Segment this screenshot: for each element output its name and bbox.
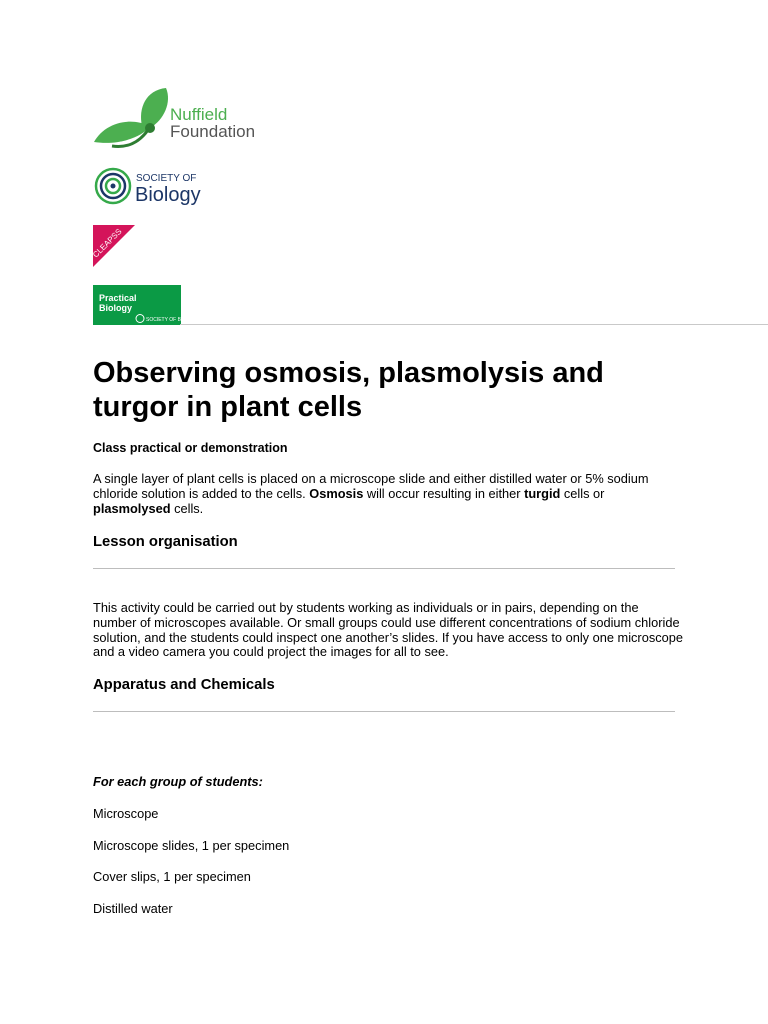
practical-biology-footer	[135, 313, 194, 324]
practical-biology-logo	[93, 285, 194, 325]
society-of-biology-logo	[93, 166, 213, 208]
term-plasmolysed: plasmolysed	[93, 500, 171, 516]
nuffield-logo-line1: Nuffield	[170, 105, 228, 124]
apparatus-item: Microscope slides, 1 per specimen	[93, 838, 290, 853]
intro-text-1: A single layer of plant cells is placed on a microscope slide and either distilled water or 5% sodium chloride solution is added to the cells.	[93, 471, 649, 501]
lesson-divider	[93, 568, 675, 569]
practical-biology-title: Practical Biology	[99, 293, 137, 313]
practical-biology-footer-text: SOCIETY OF Biology	[146, 317, 194, 323]
nuffield-foundation-logo	[92, 86, 272, 148]
page-title: Observing osmosis, plasmolysis and turgor in plant cells	[93, 357, 604, 423]
header-divider	[180, 324, 768, 325]
intro-paragraph	[93, 472, 683, 516]
apparatus-item: Microscope	[93, 806, 159, 821]
cleapss-logo-text: CLEAPSS	[91, 226, 124, 260]
apparatus-divider	[93, 711, 675, 712]
nuffield-logo-line2: Foundation	[170, 122, 256, 141]
intro-text-4: cells.	[170, 500, 204, 516]
term-turgid: turgid	[524, 485, 561, 501]
intro-text-2: will occur resulting in either	[363, 485, 525, 501]
apparatus-item: Distilled water	[93, 901, 173, 916]
practical-type: Class practical or demonstration	[93, 441, 288, 455]
sob-logo-line1: SOCIETY OF	[136, 173, 197, 184]
sob-logo-line2: Biology	[135, 184, 201, 206]
intro-text-3: cells or	[560, 485, 605, 501]
cleapss-logo	[93, 225, 135, 267]
apparatus-item: Cover slips, 1 per specimen	[93, 869, 251, 884]
term-osmosis: Osmosis	[309, 485, 364, 501]
lesson-organisation-body: This activity could be carried out by students working as individuals or in pairs, depending on the number of microscopes available. Or small groups could use different concentrations of sodium chloride solution, and the students could inspect one another’s slides. If you have access to only one microscope and a video camera you could project the images for all to see.	[93, 600, 683, 660]
lesson-organisation-heading: Lesson organisation	[93, 534, 238, 550]
group-label: For each group of students:	[93, 774, 263, 789]
apparatus-heading: Apparatus and Chemicals	[93, 677, 275, 693]
